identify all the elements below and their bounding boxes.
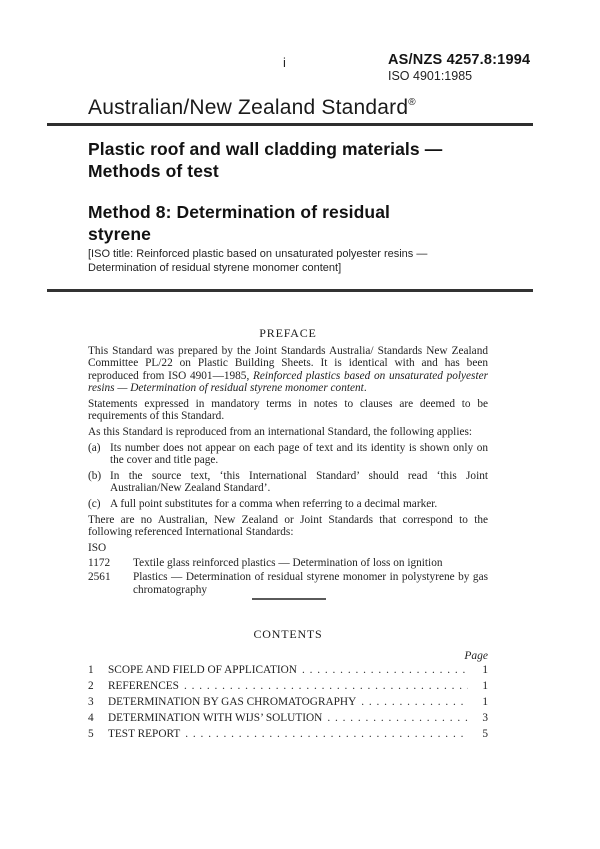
preface-paragraph-1-end: .	[363, 381, 367, 394]
toc-row-test-report	[88, 728, 488, 744]
toc-clause-number: 4	[88, 712, 94, 724]
toc-row-scope	[88, 664, 488, 680]
iso-source-title: [ISO title: Reinforced plastic based on unsaturated polyester resins — Determination of residual styrene monomer content]	[88, 248, 428, 274]
iso-references-label: ISO	[88, 541, 107, 554]
list-marker-c: (c)	[88, 497, 101, 510]
list-text-b: In the source text, ‘this International Standard’ should read ‘this Joint Australian/New Zealand Standard’.	[110, 469, 488, 494]
document-title-line1: Plastic roof and wall cladding materials —	[88, 139, 443, 159]
preface-paragraph-1-italic: Reinforced plastics based on unsaturated polyester resins — Determination of residual styrene monomer content	[88, 369, 488, 394]
toc-clause-number: 1	[88, 664, 94, 676]
toc-clause-number: 5	[88, 728, 94, 740]
brand-title-text: Australian/New Zealand Standard	[88, 96, 409, 119]
toc-clause-number: 3	[88, 696, 94, 708]
method-title	[88, 201, 518, 245]
standard-designation	[388, 52, 530, 84]
method-title-line2: styrene	[88, 224, 151, 244]
document-title-line2: Methods of test	[88, 161, 219, 181]
registered-mark: ®	[408, 97, 416, 108]
document-title	[88, 138, 518, 182]
iso-designation-number: ISO 4901:1985	[388, 69, 473, 83]
header-rule	[47, 123, 533, 126]
toc-page-number: 1	[482, 680, 488, 692]
reference-item-2561	[88, 571, 488, 596]
designation-number: AS/NZS 4257.8:1994	[388, 52, 531, 68]
brand-title	[88, 96, 416, 120]
section-divider-rule	[252, 598, 326, 600]
reference-title: Textile glass reinforced plastics — Determination of loss on ignition	[133, 557, 443, 570]
toc-dot-leader	[361, 696, 468, 708]
reference-number: 1172	[88, 557, 111, 570]
toc-page-number: 5	[482, 728, 488, 740]
list-item-b	[88, 470, 488, 495]
toc-clause-title: DETERMINATION BY GAS CHROMATOGRAPHY	[108, 696, 357, 708]
list-marker-b: (b)	[88, 469, 102, 482]
contents-page-label: Page	[464, 650, 488, 662]
preface-paragraph-2: Statements expressed in mandatory terms in notes to clauses are deemed to be requirements of this Standard.	[88, 397, 488, 422]
reference-number: 2561	[88, 571, 111, 584]
toc-clause-title: SCOPE AND FIELD OF APPLICATION	[108, 664, 297, 676]
toc-row-gas-chromatography	[88, 696, 488, 712]
preface-heading: PREFACE	[259, 326, 317, 340]
table-of-contents	[88, 664, 488, 744]
toc-clause-title: TEST REPORT	[108, 728, 181, 740]
list-item-c	[88, 498, 488, 510]
toc-dot-leader	[184, 680, 468, 692]
toc-clause-number: 2	[88, 680, 94, 692]
preface-body	[88, 345, 488, 597]
method-title-line1: Method 8: Determination of residual	[88, 202, 390, 222]
title-divider-rule	[47, 289, 533, 292]
toc-dot-leader	[302, 664, 468, 676]
reference-title: Plastics — Determination of residual styrene monomer in polystyrene by gas chromatography	[133, 571, 488, 596]
preface-paragraph-1-text: This Standard was prepared by the Joint Standards Australia/ Standards New Zealand Committee PL/22 on Plastic Building Sheets. It is identical with and has been reproduced from ISO 4901—1985,	[88, 345, 488, 382]
toc-clause-title: DETERMINATION WITH WIJS’ SOLUTION	[108, 712, 323, 724]
list-text-c: A full point substitutes for a comma when referring to a decimal marker.	[110, 497, 438, 510]
toc-page-number: 1	[482, 696, 488, 708]
list-item-a	[88, 442, 488, 467]
preface-paragraph-3: As this Standard is reproduced from an international Standard, the following applies:	[88, 425, 473, 438]
toc-dot-leader	[327, 712, 468, 724]
toc-clause-title: REFERENCES	[108, 680, 179, 692]
toc-page-number: 1	[482, 664, 488, 676]
preface-paragraph-1	[88, 345, 488, 394]
toc-dot-leader	[185, 728, 468, 740]
toc-row-references	[88, 680, 488, 696]
page-number: i	[283, 55, 286, 70]
toc-page-number: 3	[482, 712, 488, 724]
preface-paragraph-4: There are no Australian, New Zealand or Joint Standards that correspond to the following referenced International Standards:	[88, 513, 488, 538]
list-text-a: Its number does not appear on each page of text and its identity is shown only on the cover and title page.	[110, 441, 488, 466]
toc-row-wijs-solution	[88, 712, 488, 728]
contents-heading: CONTENTS	[253, 627, 323, 641]
list-marker-a: (a)	[88, 441, 101, 454]
reference-item-1172	[88, 557, 488, 569]
